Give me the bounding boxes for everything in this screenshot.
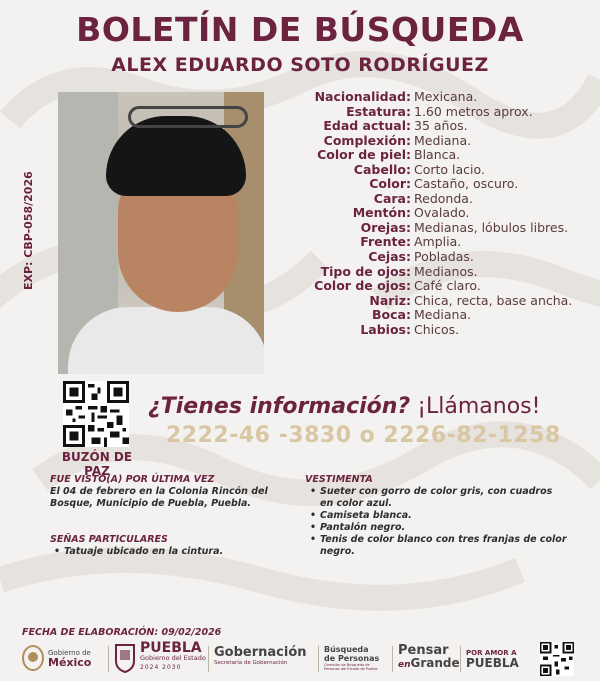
detail-value: Redonda. xyxy=(414,190,473,206)
gobernacion-logo xyxy=(214,640,307,676)
detail-value: Café claro. xyxy=(414,278,481,294)
eagle-emblem-icon xyxy=(22,645,44,671)
detail-label: Nacionalidad: xyxy=(314,89,411,104)
detail-label: Color de ojos: xyxy=(314,278,411,294)
detail-row xyxy=(290,90,590,105)
file-number: EXP: CBP-058/2026 xyxy=(22,171,35,290)
detail-label: Boca: xyxy=(372,307,411,323)
last-seen-text: El 04 de febrero en la Colonia Rincón del Bosque, Municipio de Puebla, Puebla. xyxy=(50,486,268,509)
marks-heading: SEÑAS PARTICULARES xyxy=(50,534,168,545)
puebla-subtitle: Gobierno del Estado xyxy=(140,654,206,662)
list-item: • Pantalón negro. xyxy=(308,522,568,534)
detail-row xyxy=(290,279,590,294)
divider xyxy=(208,646,209,672)
missing-person-name: ALEX EDUARDO SOTO RODRÍGUEZ xyxy=(111,54,489,76)
detail-label: Cabello: xyxy=(353,161,411,177)
detail-label: Edad actual: xyxy=(323,118,411,134)
shield-icon xyxy=(114,643,136,673)
detail-value: 1.60 metros aprox. xyxy=(414,103,533,119)
detail-value: 35 años. xyxy=(414,118,468,134)
list-item: • Camiseta blanca. xyxy=(308,510,568,522)
detail-value: Blanca. xyxy=(414,147,461,163)
detail-value: Medianas, lóbulos libres. xyxy=(414,219,569,235)
detail-row xyxy=(290,308,590,323)
detail-value: Corto lacio. xyxy=(414,161,485,177)
detail-label: Color de piel: xyxy=(317,147,411,163)
detail-row xyxy=(290,192,590,207)
pensar-en-grande-logo xyxy=(398,640,460,676)
footer-logos xyxy=(0,640,600,678)
gobernacion-title: Gobernación xyxy=(214,645,307,660)
creation-date: FECHA DE ELABORACIÓN: 09/02/2026 xyxy=(22,627,222,638)
list-item: • Sueter con gorro de color gris, con cuadros en color azul. xyxy=(308,486,568,510)
detail-row xyxy=(290,148,590,163)
detail-value: Mediana. xyxy=(414,132,472,148)
busqueda-subtitle: Comisión de Búsqueda de Personas del Estado de Puebla xyxy=(324,663,378,671)
detail-row xyxy=(290,105,590,120)
cta-question: ¿Tienes información? xyxy=(148,394,411,419)
divider xyxy=(318,646,319,672)
clothing-heading: VESTIMENTA xyxy=(305,474,373,485)
pensar-line1: Pensar xyxy=(398,643,449,658)
detail-label: Estatura: xyxy=(346,103,411,119)
gob-mexico-line1: Gobierno de xyxy=(48,649,91,657)
clothing-list xyxy=(308,486,568,558)
physical-description xyxy=(290,90,590,337)
detail-row xyxy=(290,250,590,265)
por-amor-puebla-logo xyxy=(466,640,519,676)
divider xyxy=(392,646,393,672)
phone-numbers[interactable]: 2222-46 -3830 o 2226-82-1258 xyxy=(166,423,561,448)
detail-label: Labios: xyxy=(360,321,411,337)
footer-qr-code-icon[interactable] xyxy=(540,642,574,676)
list-item: • Tenis de color blanco con tres franjas de color negro. xyxy=(308,534,568,558)
detail-value: Pobladas. xyxy=(414,249,474,265)
detail-value: Medianos. xyxy=(414,263,478,279)
buzon-label: BUZÓN DE PAZ xyxy=(61,450,133,478)
qr-code-icon[interactable] xyxy=(63,381,129,447)
detail-value: Ovalado. xyxy=(414,205,470,221)
detail-row xyxy=(290,265,590,280)
missing-person-photo xyxy=(58,92,264,374)
detail-label: Frente: xyxy=(360,234,411,250)
detail-row xyxy=(290,206,590,221)
pensar-line2: Grande xyxy=(410,656,460,670)
detail-value: Mediana. xyxy=(414,307,472,323)
gob-mexico-line2: México xyxy=(48,656,92,669)
detail-row xyxy=(290,119,590,134)
detail-row xyxy=(290,177,590,192)
call-to-action xyxy=(148,394,540,419)
detail-label: Complexión: xyxy=(323,132,411,148)
puebla-logo xyxy=(114,640,206,676)
detail-label: Nariz: xyxy=(369,292,411,308)
detail-row xyxy=(290,163,590,178)
detail-value: Mexicana. xyxy=(414,89,478,104)
detail-row xyxy=(290,235,590,250)
last-seen-heading: FUE VISTO(A) POR ÚLTIMA VEZ xyxy=(50,474,215,485)
puebla-title: PUEBLA xyxy=(140,640,202,656)
divider xyxy=(108,646,109,672)
detail-value: Castaño, oscuro. xyxy=(414,176,519,192)
puebla-years: 2024 2030 xyxy=(140,664,182,671)
detail-label: Mentón: xyxy=(352,205,411,221)
detail-value: Chicos. xyxy=(414,321,460,337)
detail-label: Tipo de ojos: xyxy=(320,263,411,279)
cta-call: ¡Llámanos! xyxy=(410,394,541,419)
detail-value: Chica, recta, base ancha. xyxy=(414,292,573,308)
detail-row xyxy=(290,294,590,309)
busqueda-line1: Búsqueda xyxy=(324,645,369,654)
detail-value: Amplia. xyxy=(414,234,462,250)
marks-list xyxy=(52,546,282,558)
list-item: • Tatuaje ubicado en la cintura. xyxy=(52,546,282,558)
detail-label: Cara: xyxy=(373,190,411,206)
detail-label: Orejas: xyxy=(360,219,411,235)
detail-label: Color: xyxy=(369,176,411,192)
busqueda-logo xyxy=(324,640,386,676)
gobierno-mexico-logo xyxy=(22,640,91,676)
gobernacion-subtitle: Secretaría de Gobernación xyxy=(214,660,288,666)
por-amor-line1: POR AMOR A xyxy=(466,649,517,657)
detail-row xyxy=(290,323,590,338)
divider xyxy=(460,646,461,672)
detail-label: Cejas: xyxy=(368,249,411,265)
busqueda-line2: de Personas xyxy=(324,654,380,663)
por-amor-line2: PUEBLA xyxy=(466,656,519,670)
bulletin-title: BOLETÍN DE BÚSQUEDA xyxy=(76,10,524,49)
pensar-en: en xyxy=(398,660,411,670)
detail-row xyxy=(290,221,590,236)
detail-row xyxy=(290,134,590,149)
